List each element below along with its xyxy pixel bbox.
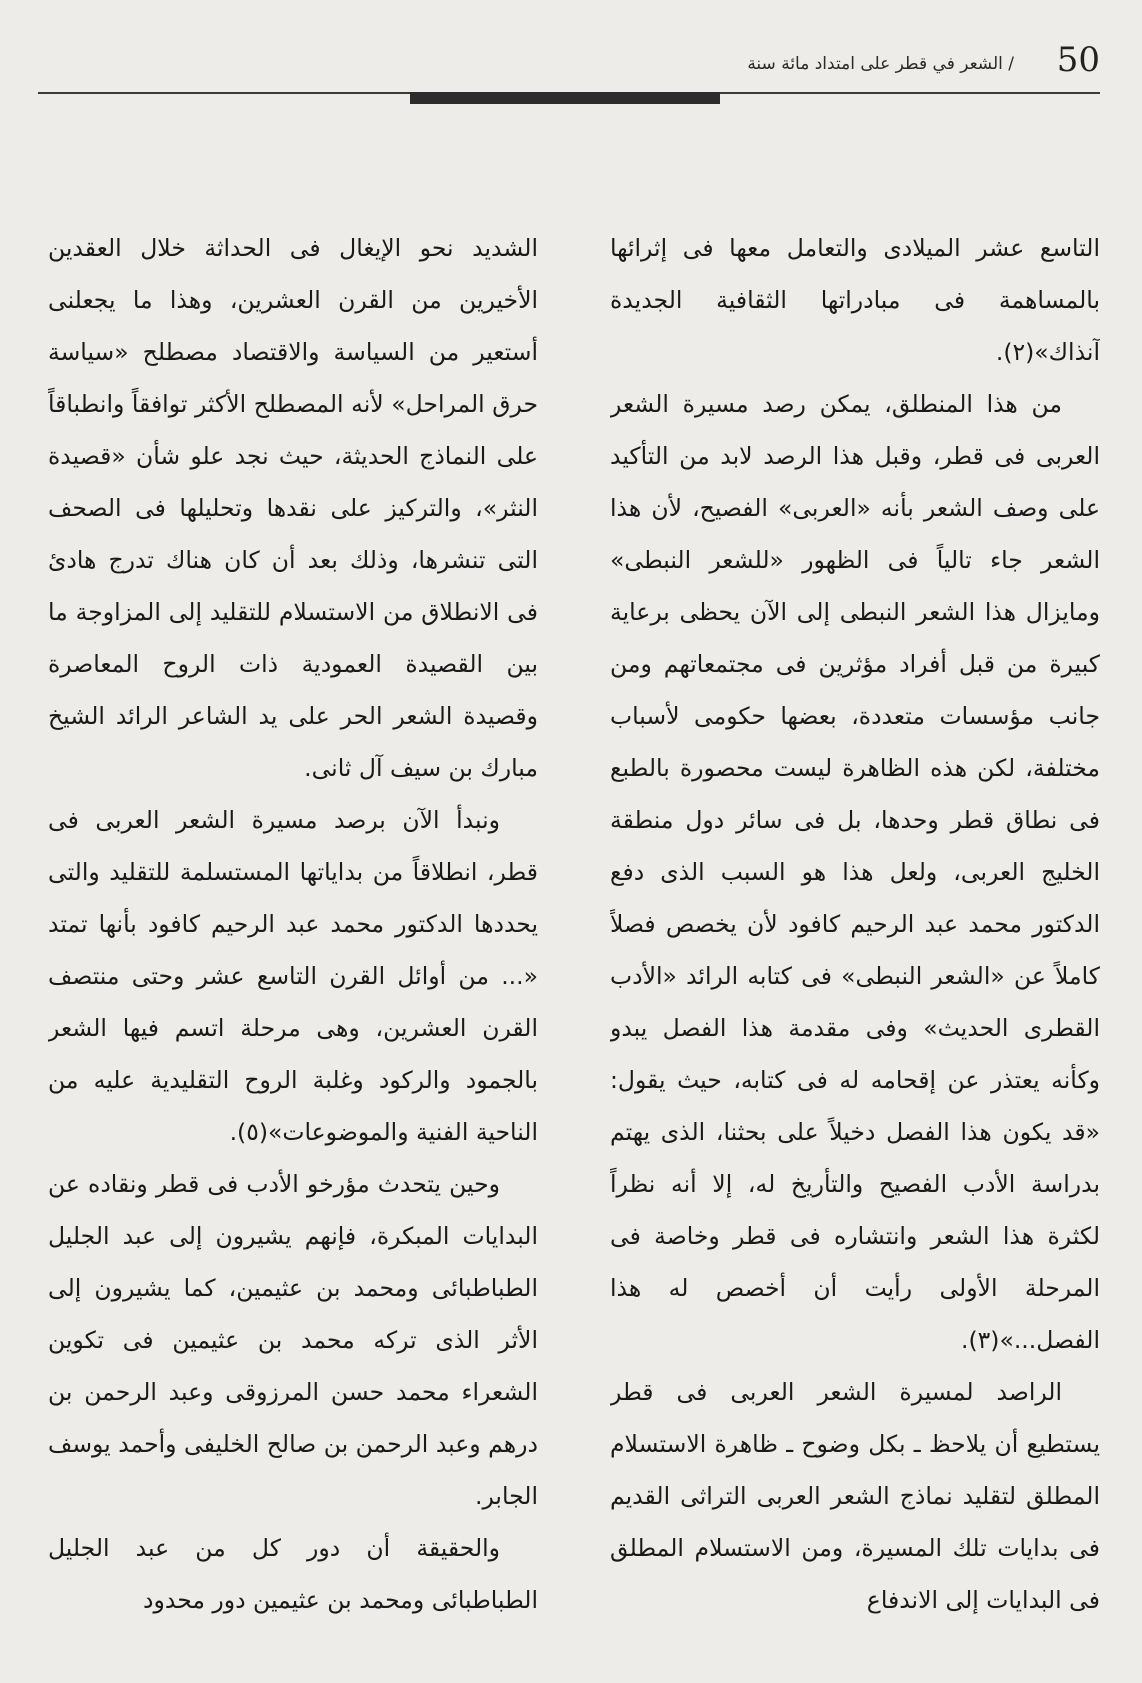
paragraph: ونبدأ الآن برصد مسيرة الشعر العربى فى قطر، انطلاقاً من بداياتها المستسلمة للتقليد والتى يحددها الدكتور محمد عبد الرحيم كافود بأنها تمتد «... من أوائل القرن التاسع عشر وحتى منتصف القرن العشرين، وهى مرحلة اتسم فيها الشعر بالجمود والركود وغلبة الروح التقليدية عليه من الناحية الفنية والموضوعات»(٥). bbox=[48, 806, 538, 1146]
paragraph: الراصد لمسيرة الشعر العربى فى قطر يستطيع أن يلاحظ ـ بكل وضوح ـ ظاهرة الاستسلام المطلق لتقليد نماذج الشعر العربى التراثى القديم فى بدايات تلك المسيرة، ومن الاستسلام المطلق فى البدايات إلى الاندفاع bbox=[610, 1378, 1100, 1614]
running-title: / الشعر في قطر على امتداد مائة سنة bbox=[747, 54, 1014, 74]
paragraph: التاسع عشر الميلادى والتعامل معها فى إثرائها بالمساهمة فى مبادراتها الثقافية الجديدة آنذاك»(٢). bbox=[610, 234, 1100, 366]
paragraph: الشديد نحو الإيغال فى الحداثة خلال العقدين الأخيرين من القرن العشرين، وهذا ما يجعلنى أستعير من السياسة والاقتصاد مصطلح «سياسة حرق المراحل» لأنه المصطلح الأكثر توافقاً وانطباقاً على النماذج الحديثة، حيث نجد علو شأن «قصيدة النثر»، والتركيز على نقدها وتحليلها فى الصحف التى تنشرها، وذلك بعد أن كان هناك تدرج هادئ فى الانطلاق من الاستسلام للتقليد إلى المزاوجة ما بين القصيدة العمودية ذات الروح المعاصرة وقصيدة الشعر الحر على يد الشاعر الرائد الشيخ مبارك بن سيف آل ثانى. bbox=[48, 234, 538, 782]
page-header bbox=[38, 38, 1100, 90]
paragraph: وحين يتحدث مؤرخو الأدب فى قطر ونقاده عن البدايات المبكرة، فإنهم يشيرون إلى عبد الجليل الطباطبائى ومحمد بن عثيمين، كما يشيرون إلى الأثر الذى تركه محمد بن عثيمين فى تكوين الشعراء محمد حسن المرزوقى وعبد الرحمن بن درهم وعبد الرحمن بن صالح الخليفى وأحمد يوسف الجابر. bbox=[48, 1170, 538, 1510]
text-column-right bbox=[610, 222, 1100, 1662]
paragraph: والحقيقة أن دور كل من عبد الجليل الطباطبائى ومحمد بن عثيمين دور محدود bbox=[48, 1534, 538, 1614]
page-number: 50 bbox=[1056, 40, 1100, 80]
text-column-left bbox=[48, 222, 538, 1662]
header-rule-bar bbox=[410, 92, 720, 104]
paragraph: من هذا المنطلق، يمكن رصد مسيرة الشعر العربى فى قطر، وقبل هذا الرصد لابد من التأكيد على وصف الشعر بأنه «العربى» الفصيح، لأن هذا الشعر جاء تالياً فى الظهور «للشعر النبطى» ومايزال هذا الشعر النبطى إلى الآن يحظى برعاية كبيرة من قبل أفراد مؤثرين فى مجتمعاتهم ومن جانب مؤسسات متعددة، بعضها حكومى لأسباب مختلفة، لكن هذه الظاهرة ليست محصورة بالطبع فى نطاق قطر وحدها، بل فى سائر دول منطقة الخليج العربى، ولعل هذا هو السبب الذى دفع الدكتور محمد عبد الرحيم كافود لأن يخصص فصلاً كاملاً عن «الشعر النبطى» فى كتابه الرائد «الأدب القطرى الحديث» وفى مقدمة هذا الفصل يبدو وكأنه يعتذر عن إقحامه له فى كتابه، حيث يقول: «قد يكون هذا الفصل دخيلاً على بحثنا، الذى يهتم بدراسة الأدب الفصيح والتأريخ له، إلا أنه نظراً لكثرة هذا الشعر وانتشاره فى قطر وخاصة فى المرحلة الأولى رأيت أن أخصص له هذا الفصل...»(٣). bbox=[610, 390, 1100, 1354]
